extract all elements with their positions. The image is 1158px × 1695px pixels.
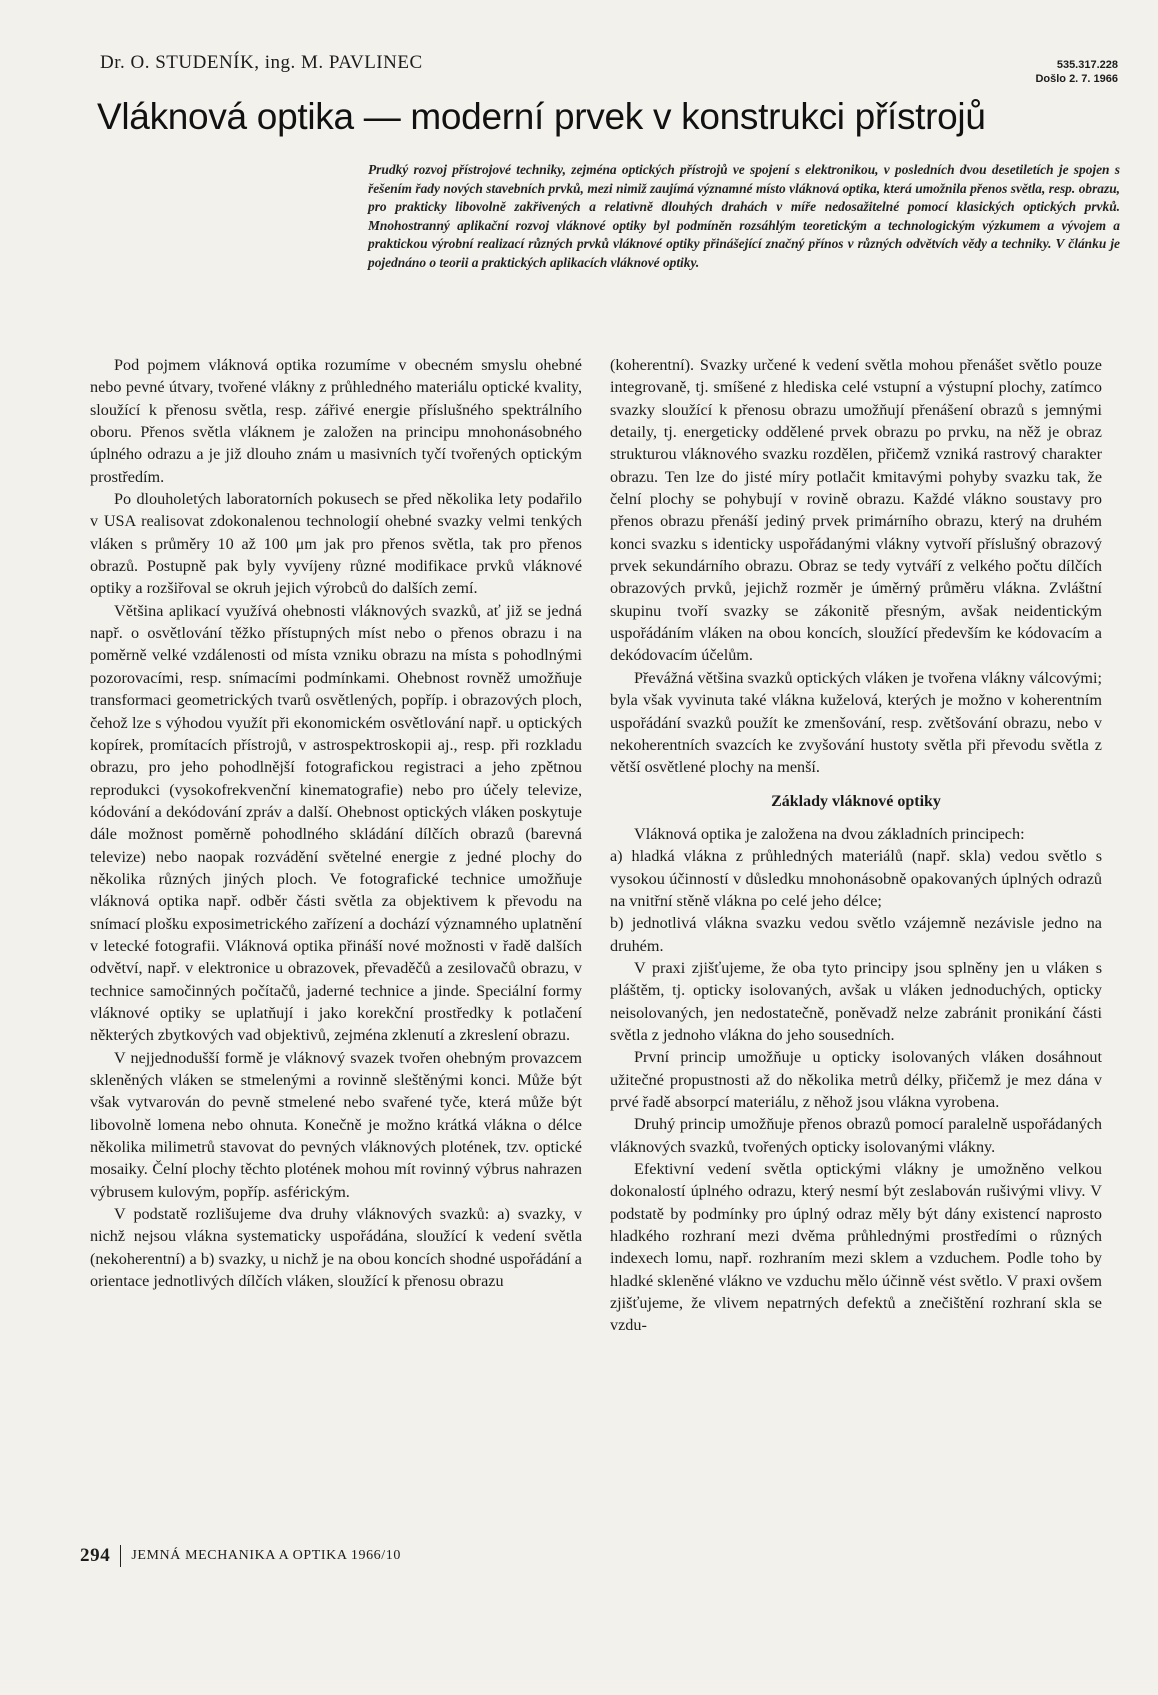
paragraph: Pod pojmem vláknová optika rozumíme v obecném smyslu ohebné nebo pevné útvary, tvořené vlákny z průhledného materiálu optické kvality, sloužící k přenosu světla, resp. zářivé energie příslušného spektrálního oboru. Přenos světla vláknem je založen na principu mnohonásobného úplného odrazu a je již dlouho znám u masivních tyčí tvořených optickým prostředím. bbox=[90, 356, 582, 486]
paragraph: První princip umožňuje u opticky isolovaných vláken dosáhnout užitečné propustnosti až do několika metrů délky, přičemž je mez dána v prvé řadě absorpcí materiálu, z něhož jsou vlákna vyrobena. bbox=[610, 1048, 1102, 1111]
paragraph: Většina aplikací využívá ohebnosti vláknových svazků, ať již se jedná např. o osvětlování těžko přístupných míst nebo o přenos obrazu i na poměrně velké vzdálenosti od místa vzniku obrazu na místa s pohodlnými pozorovacími, resp. snímacími podmínkami. Ohebnost rovněž umožňuje transformaci geometrických tvarů osvětlených, popříp. i obrazových ploch, čehož lze s výhodou využít při ekonomickém osvětlování např. u optických kopírek, promítacích přístrojů, v astrospektroskopii aj., resp. při rozkladu obrazu, pro jeho pohodlnější fotografickou registraci a jeho zpětnou reprodukci (vysokofrekvenční kinematografie) nebo pro účely televize, kódování a dekódování zpráv a další. Ohebnost optických vláken poskytuje dále možnost poměrně pohodlného skládání dílčích obrazů (barevná televize) nebo naopak rozvádění světelné energie z jedné plochy do několika různých jiných ploch. Ve fotografické technice umožňuje vláknová optika např. odběr části světla za objektivem k převodu na snímací plošku exposimetrického zařízení a dochází významného uplatnění v letecké fotografii. Vláknová optika přináší nové možnosti v řadě dalších odvětví, např. v elektronice u obrazovek, převaděčů a zesilovačů obrazu, v technice samočinných počítačů, jaderné technice a jinde. Speciální formy vláknové optiky se uplatňují i jako korekční prostředky k potlačení některých zbytkových vad objektivů, zejména zklenutí a zkreslení obrazu. bbox=[90, 601, 582, 1045]
page-footer bbox=[80, 1545, 401, 1567]
paragraph: V nejjednodušší formě je vláknový svazek tvořen ohebným provazcem skleněných vláken se stmelenými a rovinně sleštěnými konci. Může být však vytvarován do pevně stmelené nebo svařené tyče, která může být libovolně lomena nebo ohnuta. Konečně je možno krátká vlákna o délce několika milimetrů stavovat do pevných vláknových plotének, tzv. optické mosaiky. Čelní plochy těchto plotének mohou mít rovinný výbrus nahrazen výbrusem kulovým, popříp. asférickým. bbox=[90, 1048, 582, 1201]
paragraph: V podstatě rozlišujeme dva druhy vláknových svazků: a) svazky, v nichž nejsou vlákna systematicky uspořádána, sloužící k vedení světla (nekoherentní) a b) svazky, u nichž je na obou koncích shodné uspořádání a orientace jednotlivých dílčích vláken, sloužící k přenosu obrazu bbox=[90, 1205, 582, 1291]
section-heading: Základy vláknové optiky bbox=[771, 792, 941, 810]
right-column bbox=[610, 354, 1102, 1337]
left-column bbox=[90, 354, 582, 1292]
article-title: Vláknová optika — moderní prvek v konstrukci přístrojů bbox=[97, 96, 986, 137]
list-item: a) hladká vlákna z průhledných materiálů (např. skla) vedou světlo s vysokou účinností v důsledku mnohonásobně opakovaných úplných odrazů na vnitřní stěně vlákna po celé jeho délce; bbox=[610, 847, 1102, 910]
list-item: b) jednotlivá vlákna svazku vedou světlo vzájemně nezávisle jedno na druhém. bbox=[610, 914, 1102, 955]
journal-name: JEMNÁ MECHANIKA A OPTIKA 1966/10 bbox=[131, 1548, 401, 1563]
paragraph: Převážná většina svazků optických vláken je tvořena vlákny válcovými; byla však vyvinuta také vlákna kuželová, kterých je možno v koherentním uspořádání svazků použít ke zmenšování, resp. zvětšování obrazu, nebo v nekoherentních svazcích ke zvyšování hustoty světla při převodu světla z větší osvětlené plochy na menší. bbox=[610, 668, 1102, 777]
article-authors: Dr. O. STUDENÍK, ing. M. PAVLINEC bbox=[100, 52, 423, 73]
paragraph: Po dlouholetých laboratorních pokusech se před několika lety podařilo v USA realisovat zdokonalenou technologií ohebné svazky velmi tenkých vláken s průměry 10 až 100 μm jak pro přenos světla, tak pro přenos obrazů. Postupně pak byly vyvíjeny různé modifikace prvků vláknové optiky a rozšiřoval se okruh jejich výrobců do dalších zemí. bbox=[90, 490, 582, 598]
article-meta bbox=[1035, 58, 1118, 86]
paragraph: Efektivní vedení světla optickými vlákny je umožněno velkou dokonalostí úplného odrazu, který nesmí být zeslabován rušivými vlivy. V podstatě by podmínky pro úplný odraz měly být dány existencí naprosto hladkého rozhraní mezi dvěma průhlednými prostředími o různých indexech lomu, např. rozhraním mezi sklem a vzduchem. Podle toho by hladké skleněné vlákno ve vzduchu mělo účinně vést světlo. V praxi ovšem zjišťujeme, že vlivem nepatrných defektů a znečištění rozhraní skla se vzdu- bbox=[610, 1160, 1102, 1335]
page-number: 294 bbox=[80, 1545, 111, 1566]
paragraph: Vláknová optika je založena na dvou základních principech: bbox=[634, 824, 1025, 843]
udc-code: 535.317.228 bbox=[1056, 59, 1118, 71]
paragraph: (koherentní). Svazky určené k vedení světla mohou přenášet světlo pouze integrovaně, tj. smíšené z hlediska celé vstupní a výstupní plochy, zatímco svazky sloužící k přenosu obrazu umožňují přenášení obrazů s jemnými detaily, tj. energeticky oddělené prvek obrazu po prvku, na něž je obraz strukturou vláknového svazku rozdělen, přičemž vzniká rastrový charakter obrazu. Ten lze do jisté míry potlačit kmitavými pohyby svazku tak, že čelní plochy se pohybují v rovině obrazu. Každé vlákno soustavy pro přenos obrazu přenáší jediný prvek primárního obrazu, který na druhém konci svazku s identicky uspořádanými vlákny vytvoří příslušný obrazový prvek sekundárního obrazu. Obraz se tedy vytváří z velkého počtu dílčích obrazových prvků, jejichž rozměr je úměrný průměru vlákna. Zvláštní skupinu tvoří svazky se zákonitě přesným, avšak neidentickým uspořádáním vláken na obou koncích, sloužící především ke kódovacím a dekódovacím účelům. bbox=[610, 356, 1102, 665]
paragraph: Druhý princip umožňuje přenos obrazů pomocí paralelně uspořádaných vláknových svazků, tvořených opticky isolovanými vlákny. bbox=[610, 1115, 1102, 1156]
footer-divider bbox=[120, 1545, 121, 1567]
paragraph: V praxi zjišťujeme, že oba tyto principy jsou splněny jen u vláken s pláštěm, tj. opticky isolovaných, avšak u vláken jednoduchých, opticky neisolovaných, jen nedostatečně, poněvadž nelze zabránit pronikání části světla z jednoho vlákna do jeho sousedních. bbox=[610, 958, 1102, 1044]
article-abstract: Prudký rozvoj přístrojové techniky, zejména optických přístrojů ve spojení s elektronikou, v posledních dvou desetiletích je spojen s řešením řady nových stavebních prvků, mezi nimiž zaujímá významné místo vláknová optika, která umožnila přenos světla, resp. obrazu, pro prakticky libovolně zakřivených a relativně dlouhých drahách v míře nedosažitelné pomocí klasických optických prvků. Mnohostranný aplikační rozvoj vláknové optiky byl podmíněn rozsáhlým teoretickým a technologickým výzkumem a vývojem a praktickou výrobní realizací různých prvků vláknové optiky přinášející značný přínos v různých odvětvích vědy a techniky. V článku je pojednáno o teorii a praktických aplikacích vláknové optiky. bbox=[368, 162, 1120, 270]
received-date: Došlo 2. 7. 1966 bbox=[1035, 73, 1118, 85]
